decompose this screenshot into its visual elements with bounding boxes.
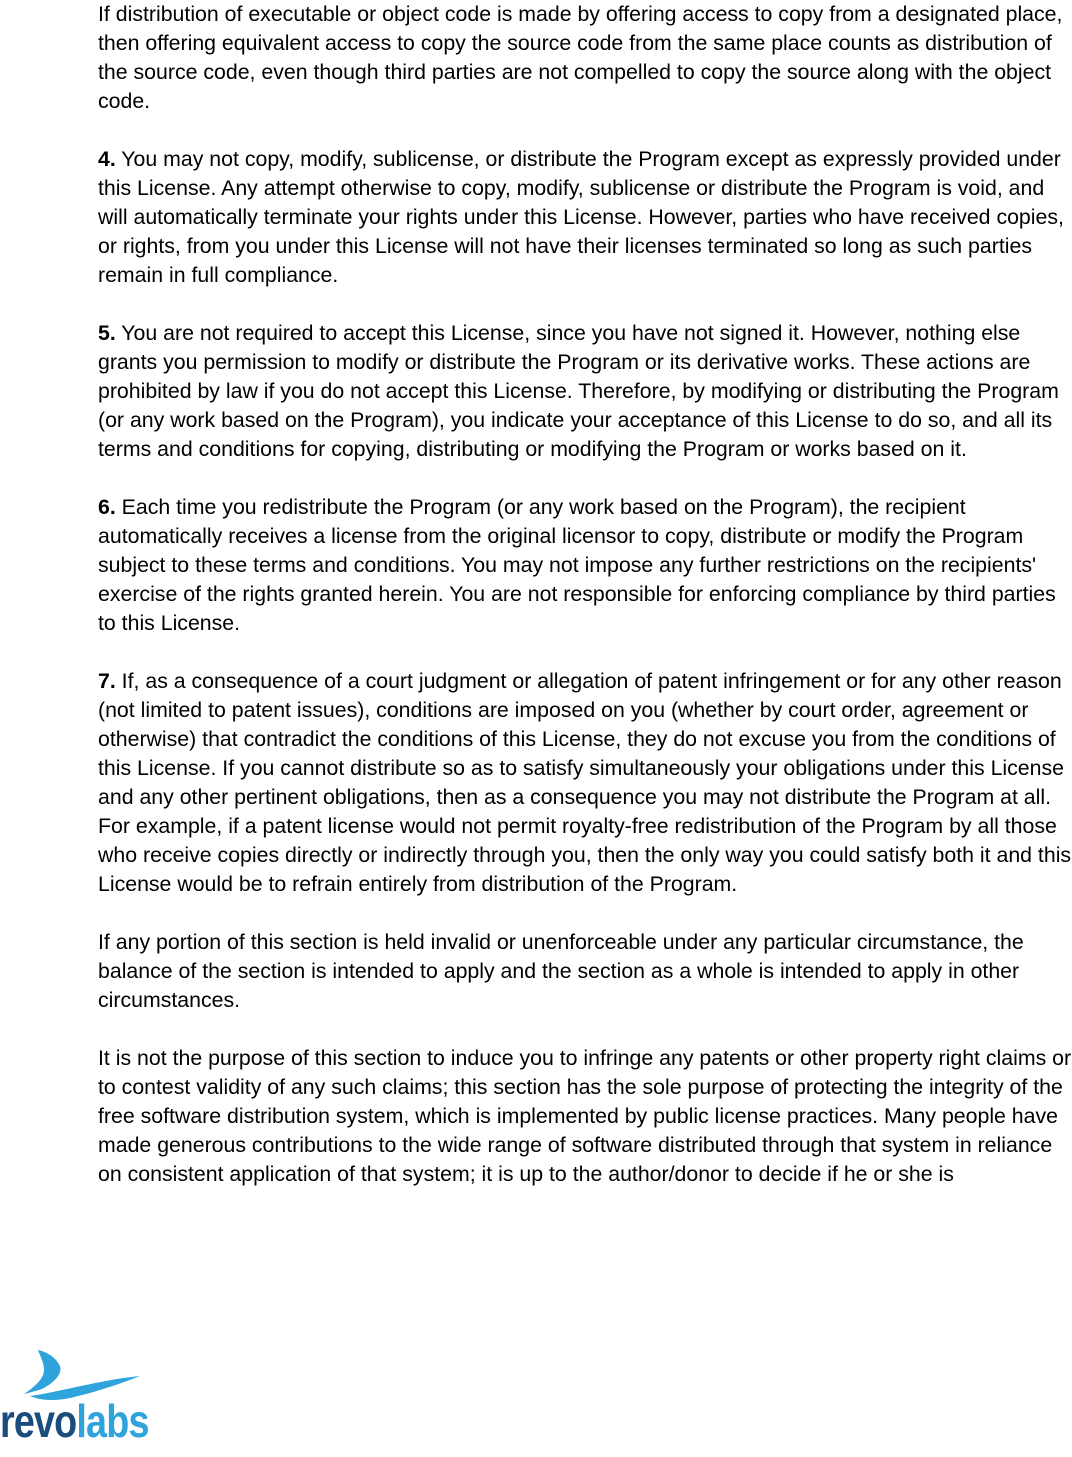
paragraph-text: If, as a consequence of a court judgment or allegation of patent infringement or for any other reason (not limited to patent issues), conditions are imposed on you (whether by court order, agreement or otherwise) that contradict the conditions of this License, they do not excuse you from the conditions of this License. If you cannot distribute so as to satisfy simultaneously your obligations under this License and any other pertinent obligations, then as a consequence you may not distribute the Program at all. For example, if a patent license would not permit royalty-free redistribution of the Program by all those who receive copies directly or indirectly through you, then the only way you could satisfy both it and this License would be to refrain entirely from distribution of the Program. — [98, 669, 1072, 896]
revolabs-logo — [0, 1346, 160, 1457]
paragraph-text: Each time you redistribute the Program (or any work based on the Program), the recipient automatically receives a license from the original licensor to copy, distribute or modify the Program subject to these terms and conditions. You may not impose any further restrictions on the recipients' exercise of the rights granted herein. You are not responsible for enforcing compliance by third parties to this License. — [98, 495, 1056, 635]
paragraph-section-6 — [98, 493, 1072, 638]
paragraph-purpose — [98, 1044, 1072, 1189]
logo-text-labs: labs — [76, 1395, 149, 1447]
paragraph-text: You may not copy, modify, sublicense, or distribute the Program except as expressly provided under this License. Any attempt otherwise to copy, modify, sublicense or distribute the Program is void, and will automatically terminate your rights under this License. However, parties who have received copies, or rights, from you under this License will not have their licenses terminated so long as such parties remain in full compliance. — [98, 147, 1064, 287]
section-number: 6. — [98, 495, 116, 519]
paragraph-text: If distribution of executable or object code is made by offering access to copy from a designated place, then offering equivalent access to copy the source code from the same place counts as distribution of the source code, even though third parties are not compelled to copy the source along with the object code. — [98, 2, 1063, 113]
logo-text-revo: revo — [0, 1395, 77, 1447]
paragraph-text: If any portion of this section is held invalid or unenforceable under any particular circumstance, the balance of the section is intended to apply and the section as a whole is intended to apply in other circumstances. — [98, 930, 1024, 1012]
paragraph-text: You are not required to accept this License, since you have not signed it. However, nothing else grants you permission to modify or distribute the Program or its derivative works. These actions are prohibited by law if you do not accept this License. Therefore, by modifying or distributing the Program (or any work based on the Program), you indicate your acceptance of this License to do so, and all its terms and conditions for copying, distributing or modifying the Program or works based on it. — [98, 321, 1059, 461]
license-text-body — [98, 0, 1072, 1218]
section-number: 7. — [98, 669, 116, 693]
section-number: 5. — [98, 321, 116, 345]
paragraph-section-7 — [98, 667, 1072, 899]
revolabs-wordmark — [0, 1396, 149, 1446]
section-number: 4. — [98, 147, 116, 171]
paragraph-distribution-access — [98, 0, 1072, 116]
paragraph-section-4 — [98, 145, 1072, 290]
paragraph-section-5 — [98, 319, 1072, 464]
paragraph-invalid-portion — [98, 928, 1072, 1015]
paragraph-text: It is not the purpose of this section to induce you to infringe any patents or other property right claims or to contest validity of any such claims; this section has the sole purpose of protecting the integrity of the free software distribution system, which is implemented by public license practices. Many people have made generous contributions to the wide range of software distributed through that system in reliance on consistent application of that system; it is up to the author/donor to decide if he or she is — [98, 1046, 1072, 1186]
